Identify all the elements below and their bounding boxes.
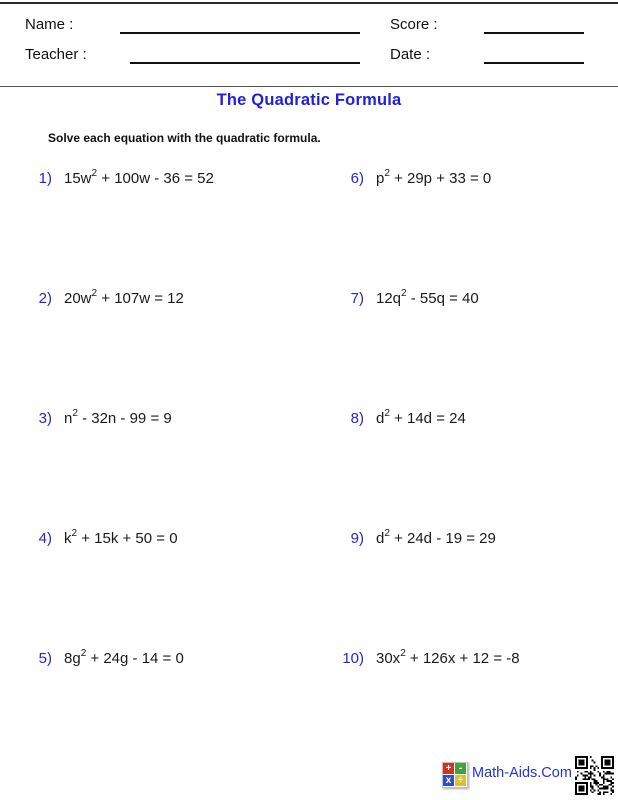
minus-icon: -	[455, 763, 466, 774]
problem-number: 1)	[38, 170, 52, 187]
problem-equation: $15w^2 + 100w - 36 = 52$	[64, 168, 214, 187]
problem-item	[330, 649, 618, 769]
header-divider-line	[0, 86, 618, 87]
problem-item	[330, 409, 618, 529]
teacher-blank-field	[130, 62, 360, 64]
problem-equation: $n^2 - 32n - 99 = 9$	[64, 408, 172, 427]
problem-number: 6)	[350, 170, 364, 187]
date-blank-field	[484, 62, 584, 64]
problem-equation: $k^2 + 15k + 50 = 0$	[64, 528, 178, 547]
problem-number: 5)	[38, 650, 52, 667]
problem-item	[330, 169, 618, 289]
problem-number: 10)	[342, 650, 364, 667]
name-label: Name :	[25, 16, 74, 33]
problem-equation: $30x^2 + 126x + 12 = -8$	[376, 648, 520, 667]
problem-item	[330, 289, 618, 409]
teacher-label: Teacher :	[25, 46, 87, 63]
problem-number: 9)	[350, 530, 364, 547]
problem-number: 7)	[350, 290, 364, 307]
problem-equation: $p^2 + 29p + 33 = 0$	[376, 168, 492, 187]
score-blank-field	[484, 32, 584, 34]
problem-number: 4)	[38, 530, 52, 547]
multiply-icon: x	[443, 775, 454, 786]
problem-number: 2)	[38, 290, 52, 307]
instructions-text: Solve each equation with the quadratic formula.	[48, 131, 321, 145]
problem-item	[330, 529, 618, 649]
plus-icon: +	[443, 763, 454, 774]
problem-item	[28, 289, 328, 409]
problems-column-left	[28, 169, 328, 769]
problem-number: 3)	[38, 410, 52, 427]
problem-item	[28, 409, 328, 529]
problem-item	[28, 169, 328, 289]
problem-item	[28, 529, 328, 649]
problem-equation: $20w^2 + 107w = 12$	[64, 288, 184, 307]
problem-equation: $8g^2 + 24g - 14 = 0$	[64, 648, 184, 667]
problem-item	[28, 649, 328, 769]
brand-link[interactable]: Math-Aids.Com	[472, 765, 572, 781]
name-blank-field	[120, 32, 360, 34]
page-title: The Quadratic Formula	[216, 91, 402, 109]
problem-equation: $d^2 + 14d = 24$	[376, 408, 466, 427]
date-label: Date :	[390, 46, 431, 63]
qr-code-icon	[575, 756, 614, 795]
math-aids-logo-icon	[442, 762, 468, 788]
top-border-line	[0, 2, 618, 4]
divide-icon: ÷	[455, 775, 466, 786]
score-label: Score :	[390, 16, 438, 33]
problem-equation: $12q^2 - 55q = 40$	[376, 288, 479, 307]
problems-column-right	[330, 169, 618, 769]
problem-equation: $d^2 + 24d - 19 = 29$	[376, 528, 496, 547]
problem-number: 8)	[350, 410, 364, 427]
